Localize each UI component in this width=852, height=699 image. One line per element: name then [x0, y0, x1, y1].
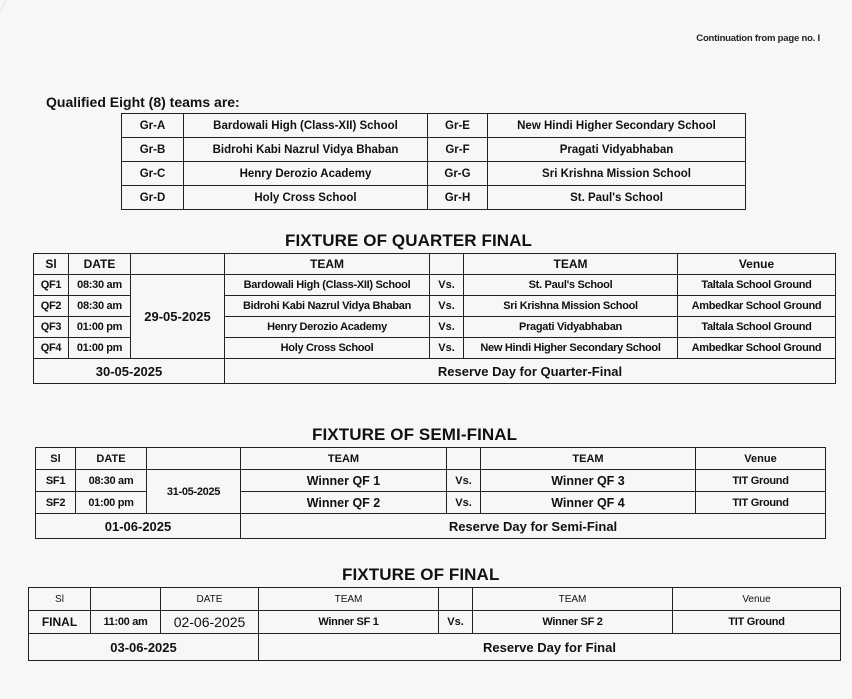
team-name: New Hindi Higher Secondary School: [464, 338, 678, 359]
quarter-final-title: FIXTURE OF QUARTER FINAL: [285, 231, 532, 250]
group-label: Gr-A: [122, 114, 184, 138]
group-label: Gr-D: [122, 186, 184, 210]
sl-header: Sl: [29, 588, 91, 611]
vs-label: Vs.: [430, 338, 464, 359]
reserve-row: [29, 634, 841, 661]
date-header: DATE: [161, 588, 259, 611]
table-row: [34, 275, 836, 296]
team-name: Sri Krishna Mission School: [464, 296, 678, 317]
team-name: Pragati Vidyabhaban: [464, 317, 678, 338]
team-name: St. Paul's School: [488, 186, 746, 210]
blank-header: [91, 588, 161, 611]
match-id: QF4: [34, 338, 69, 359]
match-date: 29-05-2025: [131, 275, 225, 359]
venue: Taltala School Ground: [678, 317, 836, 338]
blank-header: [131, 254, 225, 275]
vs-header: [447, 448, 481, 470]
group-label: Gr-E: [428, 114, 488, 138]
venue: TIT Ground: [673, 611, 841, 634]
match-id: QF1: [34, 275, 69, 296]
match-id: FINAL: [29, 611, 91, 634]
continuation-note: Continuation from page no. I: [696, 33, 820, 44]
match-id: QF2: [34, 296, 69, 317]
match-time: 08:30 am: [69, 296, 131, 317]
qualified-teams-table: [121, 113, 746, 210]
vs-label: Vs.: [430, 296, 464, 317]
group-label: Gr-C: [122, 162, 184, 186]
table-row: [36, 470, 826, 492]
group-label: Gr-H: [428, 186, 488, 210]
venue: Ambedkar School Ground: [678, 296, 836, 317]
venue: Ambedkar School Ground: [678, 338, 836, 359]
date-header: DATE: [69, 254, 131, 275]
team-header: TEAM: [259, 588, 439, 611]
semi-final-title: FIXTURE OF SEMI-FINAL: [312, 425, 518, 444]
venue-header: Venue: [678, 254, 836, 275]
reserve-row: [36, 514, 826, 539]
reserve-date: 30-05-2025: [34, 359, 225, 384]
table-header-row: [36, 448, 826, 470]
reserve-text: Reserve Day for Semi-Final: [241, 514, 826, 539]
team-name: Winner QF 4: [481, 492, 696, 514]
final-table: [28, 587, 841, 661]
team-name: Bidrohi Kabi Nazrul Vidya Bhaban: [225, 296, 430, 317]
match-time: 11:00 am: [91, 611, 161, 634]
match-time: 08:30 am: [69, 275, 131, 296]
match-time: 08:30 am: [76, 470, 147, 492]
match-date: 02-06-2025: [161, 611, 259, 634]
team-name: New Hindi Higher Secondary School: [488, 114, 746, 138]
team-name: Holy Cross School: [184, 186, 428, 210]
table-row: [122, 186, 746, 210]
quarter-final-table: [33, 253, 836, 384]
vs-label: Vs.: [447, 470, 481, 492]
team-name: Henry Derozio Academy: [225, 317, 430, 338]
match-time: 01:00 pm: [69, 338, 131, 359]
vs-label: Vs.: [447, 492, 481, 514]
vs-header: [439, 588, 473, 611]
team-name: Henry Derozio Academy: [184, 162, 428, 186]
team-header: TEAM: [225, 254, 430, 275]
team-header: TEAM: [464, 254, 678, 275]
team-name: Holy Cross School: [225, 338, 430, 359]
venue-header: Venue: [696, 448, 826, 470]
group-label: Gr-B: [122, 138, 184, 162]
qualified-teams-title: Qualified Eight (8) teams are:: [46, 94, 240, 110]
team-name: Winner SF 2: [473, 611, 673, 634]
vs-label: Vs.: [439, 611, 473, 634]
reserve-date: 03-06-2025: [29, 634, 259, 661]
semi-final-table: [35, 447, 826, 539]
team-name: Sri Krishna Mission School: [488, 162, 746, 186]
final-title: FIXTURE OF FINAL: [342, 565, 500, 584]
match-id: SF2: [36, 492, 76, 514]
match-id: QF3: [34, 317, 69, 338]
match-date: 31-05-2025: [147, 470, 241, 514]
team-name: Winner SF 1: [259, 611, 439, 634]
team-name: Bardowali High (Class-XII) School: [184, 114, 428, 138]
date-header: DATE: [76, 448, 147, 470]
sl-header: Sl: [34, 254, 69, 275]
team-name: Pragati Vidyabhaban: [488, 138, 746, 162]
team-name: Bardowali High (Class-XII) School: [225, 275, 430, 296]
team-header: TEAM: [241, 448, 447, 470]
table-row: [122, 114, 746, 138]
team-name: Bidrohi Kabi Nazrul Vidya Bhaban: [184, 138, 428, 162]
vs-label: Vs.: [430, 317, 464, 338]
team-name: Winner QF 2: [241, 492, 447, 514]
team-name: Winner QF 3: [481, 470, 696, 492]
table-row: [122, 138, 746, 162]
table-row: [29, 611, 841, 634]
scan-artifact-line: [0, 0, 67, 100]
sl-header: Sl: [36, 448, 76, 470]
reserve-row: [34, 359, 836, 384]
table-row: [122, 162, 746, 186]
team-name: Winner QF 1: [241, 470, 447, 492]
match-time: 01:00 pm: [76, 492, 147, 514]
vs-label: Vs.: [430, 275, 464, 296]
venue-header: Venue: [673, 588, 841, 611]
blank-header: [147, 448, 241, 470]
reserve-text: Reserve Day for Quarter-Final: [225, 359, 836, 384]
team-header: TEAM: [473, 588, 673, 611]
table-header-row: [34, 254, 836, 275]
group-label: Gr-G: [428, 162, 488, 186]
reserve-date: 01-06-2025: [36, 514, 241, 539]
venue: Taltala School Ground: [678, 275, 836, 296]
venue: TIT Ground: [696, 470, 826, 492]
match-id: SF1: [36, 470, 76, 492]
venue: TIT Ground: [696, 492, 826, 514]
vs-header: [430, 254, 464, 275]
reserve-text: Reserve Day for Final: [259, 634, 841, 661]
team-header: TEAM: [481, 448, 696, 470]
team-name: St. Paul's School: [464, 275, 678, 296]
match-time: 01:00 pm: [69, 317, 131, 338]
table-header-row: [29, 588, 841, 611]
group-label: Gr-F: [428, 138, 488, 162]
